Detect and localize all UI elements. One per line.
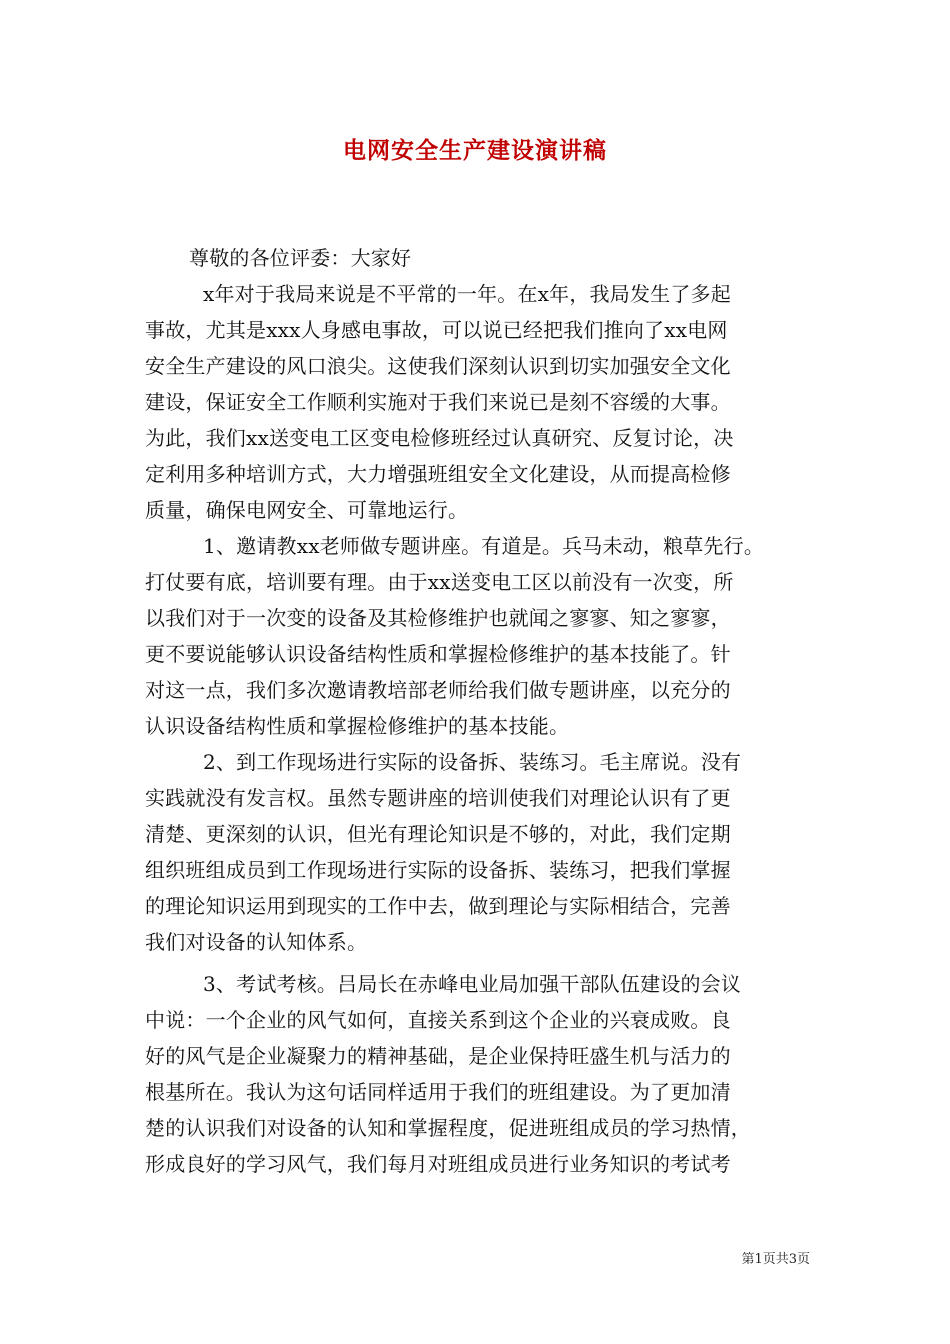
paragraph-line: 打仗要有底，培训要有理。由于xx送变电工区以前没有一次变，所 bbox=[145, 570, 734, 594]
paragraph-line: 组织班组成员到工作现场进行实际的设备拆、装练习，把我们掌握 bbox=[145, 858, 731, 882]
paragraph-line: 定利用多种培训方式，大力增强班组安全文化建设，从而提高检修 bbox=[145, 462, 731, 486]
paragraph-line: 建设，保证安全工作顺利实施对于我们来说已是刻不容缓的大事。 bbox=[145, 390, 731, 414]
paragraph-line: 认识设备结构性质和掌握检修维护的基本技能。 bbox=[145, 714, 570, 738]
paragraph-line: 安全生产建设的风口浪尖。这使我们深刻认识到切实加强安全文化 bbox=[145, 354, 731, 378]
paragraph-line: 质量，确保电网安全、可靠地运行。 bbox=[145, 498, 469, 522]
paragraph-line: 的理论知识运用到现实的工作中去，做到理论与实际相结合，完善 bbox=[145, 894, 731, 918]
paragraph-line: 2、到工作现场进行实际的设备拆、装练习。毛主席说。没有 bbox=[203, 750, 742, 774]
greeting: 尊敬的各位评委：大家好 bbox=[189, 246, 412, 270]
paragraph-1 bbox=[145, 276, 810, 528]
paragraph-line: 为此，我们xx送变电工区变电检修班经过认真研究、反复讨论，决 bbox=[145, 426, 734, 450]
paragraph-line: 事故，尤其是xxx人身感电事故，可以说已经把我们推向了xx电网 bbox=[145, 318, 728, 342]
paragraph-3 bbox=[145, 744, 810, 960]
paragraph-line: 对这一点，我们多次邀请教培部老师给我们做专题讲座，以充分的 bbox=[145, 678, 731, 702]
paragraph-line: 清楚、更深刻的认识，但光有理论知识是不够的，对此，我们定期 bbox=[145, 822, 731, 846]
paragraph-line: 形成良好的学习风气，我们每月对班组成员进行业务知识的考试考 bbox=[145, 1152, 731, 1176]
paragraph-4 bbox=[145, 966, 810, 1182]
paragraph-line: 更不要说能够认识设备结构性质和掌握检修维护的基本技能了。针 bbox=[145, 642, 731, 666]
paragraph-line: 1、邀请教xx老师做专题讲座。有道是。兵马未动，粮草先行。 bbox=[203, 534, 765, 558]
paragraph-line: 3、考试考核。吕局长在赤峰电业局加强干部队伍建设的会议 bbox=[203, 972, 742, 996]
paragraph-line: 好的风气是企业凝聚力的精神基础，是企业保持旺盛生机与活力的 bbox=[145, 1044, 731, 1068]
paragraph-line: x年对于我局来说是不平常的一年。在x年，我局发生了多起 bbox=[203, 282, 731, 306]
paragraph-2 bbox=[145, 528, 810, 744]
paragraph-line: 实践就没有发言权。虽然专题讲座的培训使我们对理论认识有了更 bbox=[145, 786, 731, 810]
paragraph-line: 根基所在。我认为这句话同样适用于我们的班组建设。为了更加清 bbox=[145, 1080, 731, 1104]
page-number-footer: 第1页共3页 bbox=[741, 1252, 810, 1267]
paragraph-line: 以我们对于一次变的设备及其检修维护也就闻之寥寥、知之寥寥， bbox=[145, 606, 731, 630]
paragraph-line: 楚的认识我们对设备的认知和掌握程度，促进班组成员的学习热情， bbox=[145, 1116, 751, 1140]
paragraph-line: 中说：一个企业的风气如何，直接关系到这个企业的兴衰成败。良 bbox=[145, 1008, 731, 1032]
paragraph-line: 我们对设备的认知体系。 bbox=[145, 930, 368, 954]
document-body bbox=[145, 240, 810, 1182]
document-title: 电网安全生产建设演讲稿 bbox=[343, 137, 607, 164]
